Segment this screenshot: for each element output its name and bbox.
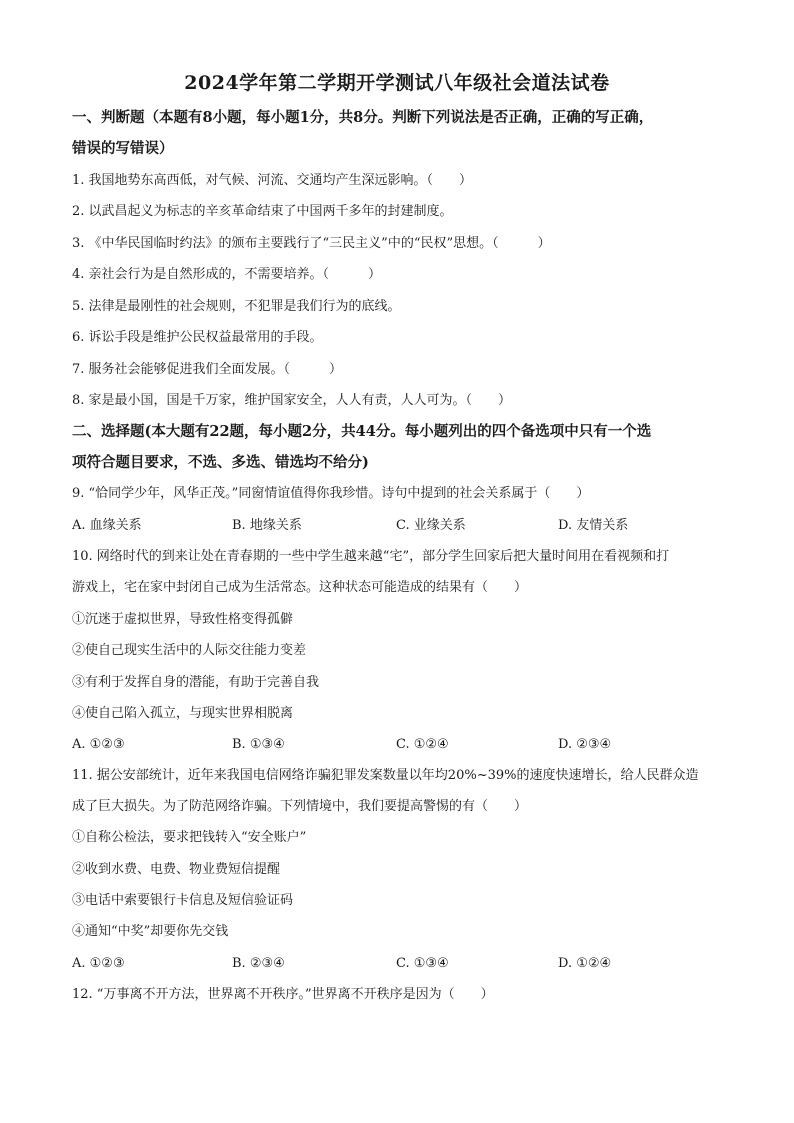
- option-a: A. ①②③: [72, 737, 125, 752]
- option-b: B. ②③④: [232, 956, 285, 971]
- question-11-stem: 11. 据公安部统计，近年来我国电信网络诈骗犯罪发案数量以年均20%~39%的速度快速增长，给人民群众造: [72, 768, 699, 783]
- question-11-options: [72, 954, 732, 974]
- exam-title: 2024学年第二学期开学测试八年级社会道法试卷: [184, 72, 610, 94]
- question-10-statement-1: ①沉迷于虚拟世界，导致性格变得孤僻: [72, 612, 294, 627]
- judge-item-1: 1. 我国地势东高西低，对气候、河流、交通均产生深远影响。（ ）: [72, 173, 473, 188]
- option-d: D. 友情关系: [558, 518, 629, 533]
- judge-item-2: 2. 以武昌起义为标志的辛亥革命结束了中国两千多年的封建制度。: [72, 204, 453, 219]
- question-10-statement-4: ④使自己陷入孤立，与现实世界相脱离: [72, 706, 294, 721]
- option-c: C. ①②④: [396, 737, 449, 752]
- section1-heading: 一、判断题（本题有8小题，每小题1分，共8分。判断下列说法是否正确，正确的写正确，: [72, 109, 654, 126]
- judge-item-4: 4. 亲社会行为是自然形成的，不需要培养。（ ）: [72, 267, 382, 282]
- option-b: B. ①③④: [232, 737, 285, 752]
- question-11-stem-cont: 成了巨大损失。为了防范网络诈骗。下列情境中，我们要提高警惕的有（ ）: [72, 799, 528, 814]
- question-9-stem: 9. “恰同学少年，风华正茂。”同窗情谊值得你我珍惜。诗句中提到的社会关系属于（ ）: [72, 486, 590, 501]
- question-9-options: [72, 516, 732, 536]
- option-b: B. 地缘关系: [232, 518, 302, 533]
- question-11-statement-3: ③电话中索要银行卡信息及短信验证码: [72, 893, 294, 908]
- judge-item-6: 6. 诉讼手段是维护公民权益最常用的手段。: [72, 330, 323, 345]
- question-10-stem-cont: 游戏上，宅在家中封闭自己成为生活常态。这种状态可能造成的结果有（ ）: [72, 580, 528, 595]
- judge-item-7: 7. 服务社会能够促进我们全面发展。（ ）: [72, 362, 343, 377]
- option-d: D. ②③④: [558, 737, 612, 752]
- option-d: D. ①②④: [558, 956, 612, 971]
- option-c: C. 业缘关系: [396, 518, 466, 533]
- question-11-statement-4: ④通知“中奖”却要你先交钱: [72, 924, 229, 939]
- question-10-options: [72, 735, 732, 755]
- judge-item-8: 8. 家是最小国，国是千万家，维护国家安全，人人有责，人人可为。（ ）: [72, 393, 512, 408]
- section2-heading-cont: 项符合题目要求，不选、多选、错选均不给分): [72, 454, 369, 471]
- judge-item-3: 3. 《中华民国临时约法》的颁布主要践行了“三民主义”中的“民权”思想。（ ）: [72, 236, 551, 251]
- option-a: A. 血缘关系: [72, 518, 142, 533]
- option-c: C. ①③④: [396, 956, 449, 971]
- question-12-stem: 12. “万事离不开方法，世界离不开秩序。”世界离不开秩序是因为（ ）: [72, 987, 494, 1002]
- section2-heading: 二、选择题(本大题有22题，每小题2分，共44分。每小题列出的四个备选项中只有一个选: [72, 423, 652, 440]
- question-10-statement-2: ②使自己现实生活中的人际交往能力变差: [72, 643, 307, 658]
- question-10-stem: 10. 网络时代的到来让处在青春期的一些中学生越来越“宅”，部分学生回家后把大量时间用在看视频和打: [72, 549, 670, 564]
- question-10-statement-3: ③有利于发挥自身的潜能，有助于完善自我: [72, 675, 320, 690]
- judge-item-5: 5. 法律是最刚性的社会规则，不犯罪是我们行为的底线。: [72, 299, 401, 314]
- question-11-statement-1: ①自称公检法，要求把钱转入“安全账户”: [72, 830, 307, 845]
- option-a: A. ①②③: [72, 956, 125, 971]
- question-11-statement-2: ②收到水费、电费、物业费短信提醒: [72, 862, 281, 877]
- section1-heading-cont: 错误的写错误）: [72, 140, 174, 157]
